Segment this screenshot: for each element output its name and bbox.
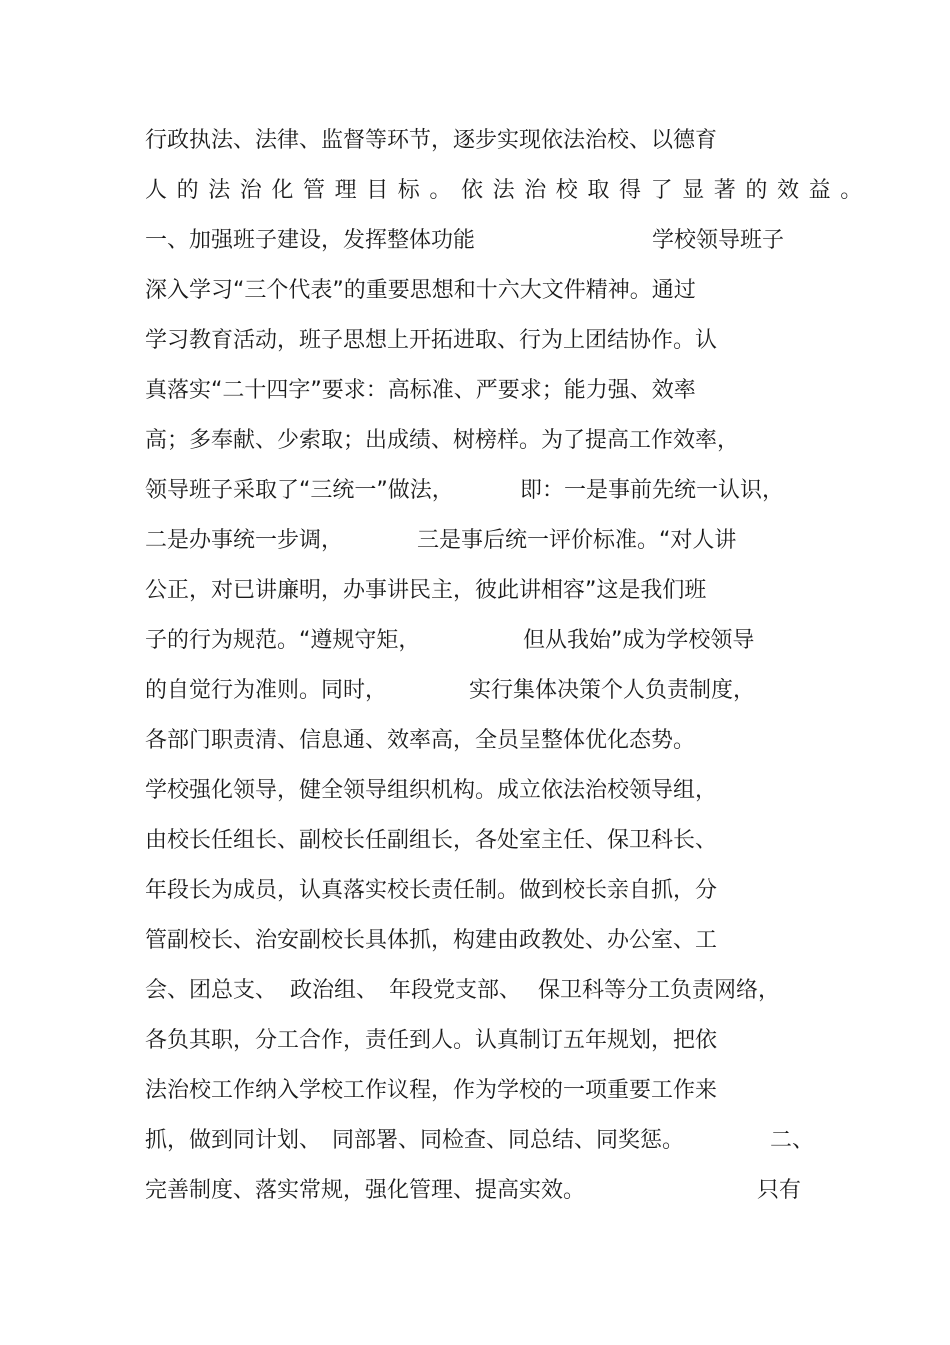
text-line bbox=[145, 276, 696, 306]
text-segment: 只有 bbox=[757, 1178, 802, 1203]
text-segment: 深入学习“三个代表”的重要思想和十六大文件精神。通过 bbox=[145, 278, 696, 303]
text-line bbox=[145, 1076, 718, 1106]
text-segment: 同部署、同检查、同总结、同奖惩。 bbox=[332, 1128, 685, 1153]
text-segment: 但从我始”成为学校领导 bbox=[523, 628, 755, 653]
text-segment: 学校领导班子 bbox=[652, 228, 785, 253]
text-segment: 各负其职，分工合作，责任到人。认真制订五年规划，把依 bbox=[145, 1028, 718, 1053]
text-line bbox=[145, 776, 718, 806]
text-segment: 高；多奉献、少索取；出成绩、树榜样。为了提高工作效率， bbox=[145, 428, 740, 453]
text-line bbox=[145, 376, 696, 406]
text-segment: 的自觉行为准则。同时， bbox=[145, 678, 388, 703]
text-line bbox=[145, 476, 785, 506]
text-segment: 抓，做到同计划、 bbox=[145, 1128, 322, 1153]
text-line bbox=[145, 176, 872, 206]
section-heading: 一、加强班子建设，发挥整体功能 bbox=[145, 228, 476, 253]
text-segment: 法治校工作纳入学校工作议程，作为学校的一项重要工作来 bbox=[145, 1078, 718, 1103]
text-segment: 行政执法、法律、监督等环节，逐步实现依法治校、以德育 bbox=[145, 128, 718, 153]
text-segment: 实行集体决策个人负责制度， bbox=[469, 678, 756, 703]
text-segment: 保卫科等分工负责网络， bbox=[538, 978, 781, 1003]
text-segment: 年段长为成员，认真落实校长责任制。做到校长亲自抓，分 bbox=[145, 878, 718, 903]
text-line bbox=[145, 326, 718, 356]
text-segment: 公正，对已讲廉明，办事讲民主，彼此讲相容”这是我们班 bbox=[145, 578, 707, 603]
text-segment: 真落实“二十四字”要求：高标准、严要求；能力强、效率 bbox=[145, 378, 696, 403]
text-segment: 即：一是事前先统一认识， bbox=[520, 478, 785, 503]
text-segment: 子的行为规范。“遵规守矩， bbox=[145, 628, 421, 653]
text-line bbox=[145, 726, 696, 756]
text-line bbox=[145, 926, 718, 956]
text-segment: 会、团总支、 bbox=[145, 978, 278, 1003]
text-line bbox=[145, 526, 737, 556]
text-line bbox=[145, 426, 740, 456]
text-segment: 学习教育活动，班子思想上开拓进取、行为上团结协作。认 bbox=[145, 328, 718, 353]
text-segment: 管副校长、治安副校长具体抓，构建由政教处、办公室、工 bbox=[145, 928, 718, 953]
text-line bbox=[145, 976, 781, 1006]
text-segment: 各部门职责清、信息通、效率高，全员呈整体优化态势。 bbox=[145, 728, 696, 753]
text-segment: 学校强化领导，健全领导组织机构。成立依法治校领导组， bbox=[145, 778, 718, 803]
section-heading-line bbox=[145, 226, 785, 256]
text-line bbox=[145, 676, 756, 706]
text-segment: 由校长任组长、副校长任副组长，各处室主任、保卫科长、 bbox=[145, 828, 718, 853]
text-segment: 政治组、 bbox=[290, 978, 379, 1003]
text-segment: 三是事后统一评价标准。“对人讲 bbox=[417, 528, 737, 553]
text-line bbox=[145, 576, 707, 606]
section-number: 二、 bbox=[770, 1128, 815, 1153]
text-line bbox=[145, 126, 718, 156]
text-segment: 领导班子采取了“三统一”做法， bbox=[145, 478, 454, 503]
text-segment: 年段党支部、 bbox=[389, 978, 522, 1003]
text-line bbox=[145, 826, 718, 856]
section-heading-line bbox=[145, 1176, 802, 1206]
text-line bbox=[145, 626, 755, 656]
text-segment: 人的法治化管理目标。依法治校取得了显著的效益。 bbox=[145, 178, 872, 203]
text-line bbox=[145, 1126, 815, 1156]
text-segment: 二是办事统一步调， bbox=[145, 528, 344, 553]
section-heading: 完善制度、落实常规，强化管理、提高实效。 bbox=[145, 1178, 586, 1203]
text-line bbox=[145, 1026, 718, 1056]
text-line bbox=[145, 876, 718, 906]
